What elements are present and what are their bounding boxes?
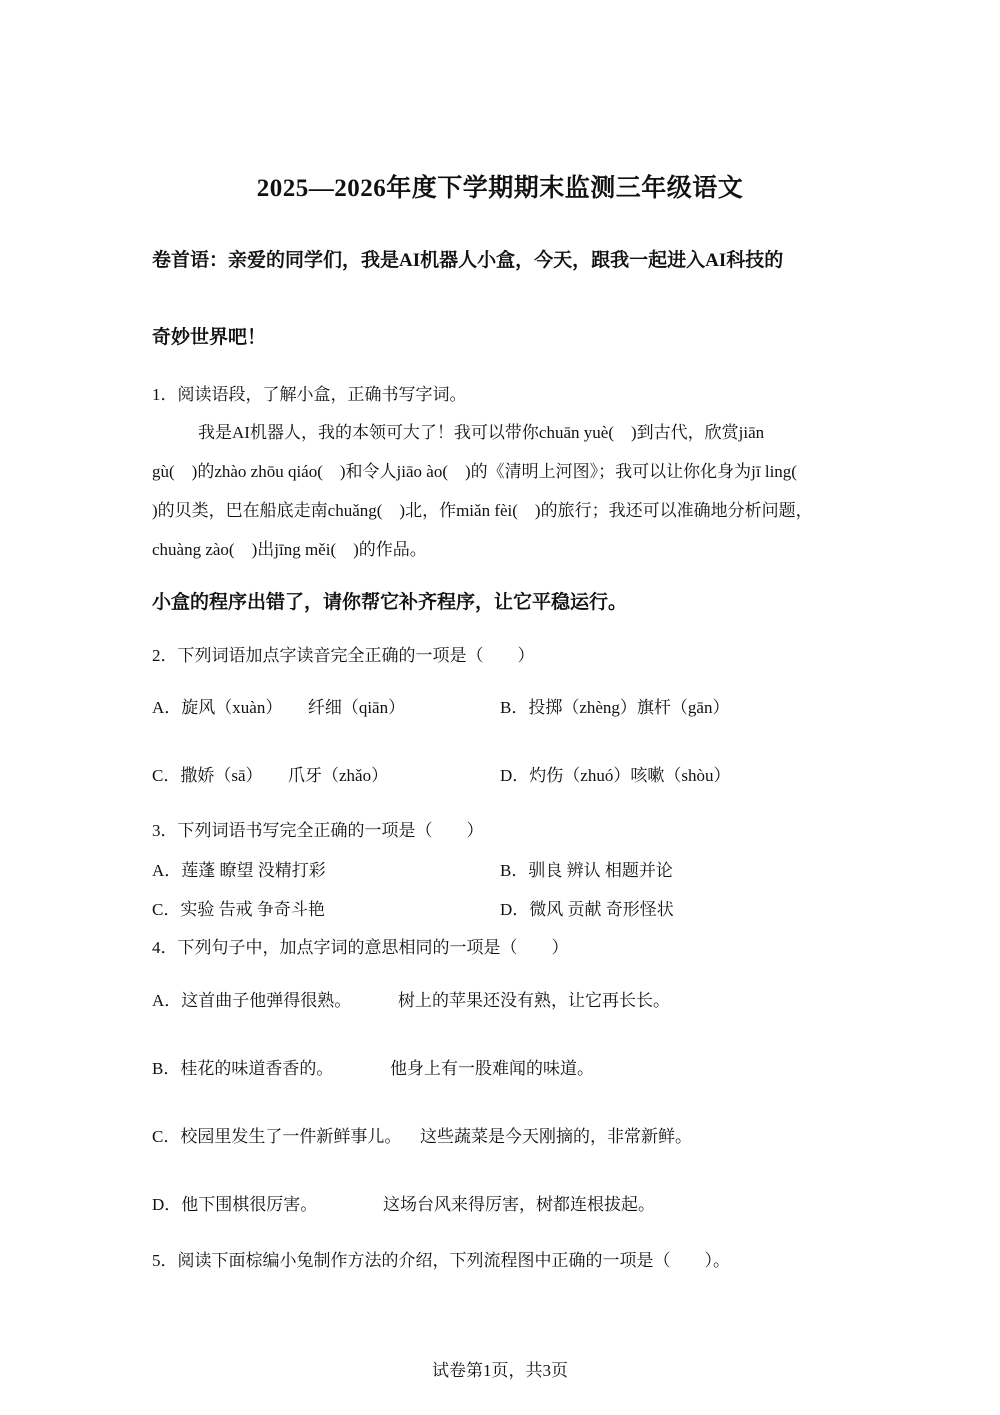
question-1-line-2: gù( )的zhào zhōu qiáo( )和令人jiāo ào( )的《清明上河图》；我可以让你化身为jī ling(	[152, 462, 797, 481]
question-2-option-a: A．旋风（xuàn） 纤细（qiān）	[152, 698, 406, 717]
question-4-option-d-sentence-1: D．他下围棋很厉害。	[152, 1195, 318, 1214]
question-4-option-c-sentence-2: 这些蔬菜是今天刚摘的，非常新鲜。	[420, 1127, 692, 1146]
question-4-option-b-sentence-2: 他身上有一股难闻的味道。	[390, 1059, 594, 1078]
intro-line-1: 卷首语：亲爱的同学们，我是AI机器人小盒，今天，跟我一起进入AI科技的	[152, 250, 784, 271]
intro-line-2: 奇妙世界吧！	[152, 327, 267, 348]
question-1-line-1: 我是AI机器人，我的本领可大了！我可以带你chuān yuè( )到古代，欣赏jiān	[198, 423, 765, 442]
question-2-option-c: C．撒娇（sā） 爪牙（zhǎo）	[152, 766, 389, 785]
page-footer: 试卷第1页，共3页	[432, 1361, 568, 1380]
question-2-option-d: D．灼伤（zhuó）咳嗽（shòu）	[500, 766, 731, 785]
question-3-option-a: A．莲蓬 瞭望 没精打彩	[152, 861, 326, 880]
question-3-stem: 3．下列词语书写完全正确的一项是（ ）	[152, 821, 484, 840]
question-3-option-d: D．微风 贡献 奇形怪状	[500, 900, 674, 919]
question-5-stem: 5．阅读下面棕编小兔制作方法的介绍，下列流程图中正确的一项是（ ）。	[152, 1251, 730, 1270]
question-4-option-d-sentence-2: 这场台风来得厉害，树都连根拔起。	[383, 1195, 655, 1214]
question-1-line-4: chuàng zào( )出jīng měi( )的作品。	[152, 540, 427, 559]
section-2-heading: 小盒的程序出错了，请你帮它补齐程序，让它平稳运行。	[152, 592, 628, 613]
question-3-option-b: B．驯良 辨认 相题并论	[500, 861, 673, 880]
question-2-stem: 2．下列词语加点字读音完全正确的一项是（ ）	[152, 646, 535, 665]
page-title: 2025—2026年度下学期期末监测三年级语文	[256, 175, 744, 202]
question-1-stem: 1．阅读语段，了解小盒，正确书写字词。	[152, 385, 467, 404]
question-1-line-3: )的贝类，巴在船底走南chuǎng( )北，作miǎn fèi( )的旅行；我还可以准确地分析问题，	[152, 501, 813, 520]
question-4-option-a-sentence-2: 树上的苹果还没有熟，让它再长长。	[398, 991, 670, 1010]
question-4-option-c-sentence-1: C．校园里发生了一件新鲜事儿。	[152, 1127, 402, 1146]
question-4-stem: 4．下列句子中，加点字词的意思相同的一项是（ ）	[152, 938, 569, 957]
question-3-option-c: C．实验 告戒 争奇斗艳	[152, 900, 325, 919]
question-4-option-b-sentence-1: B．桂花的味道香香的。	[152, 1059, 334, 1078]
question-4-option-a-sentence-1: A．这首曲子他弹得很熟。	[152, 991, 352, 1010]
question-2-option-b: B．投掷（zhèng）旗杆（gān）	[500, 698, 730, 717]
